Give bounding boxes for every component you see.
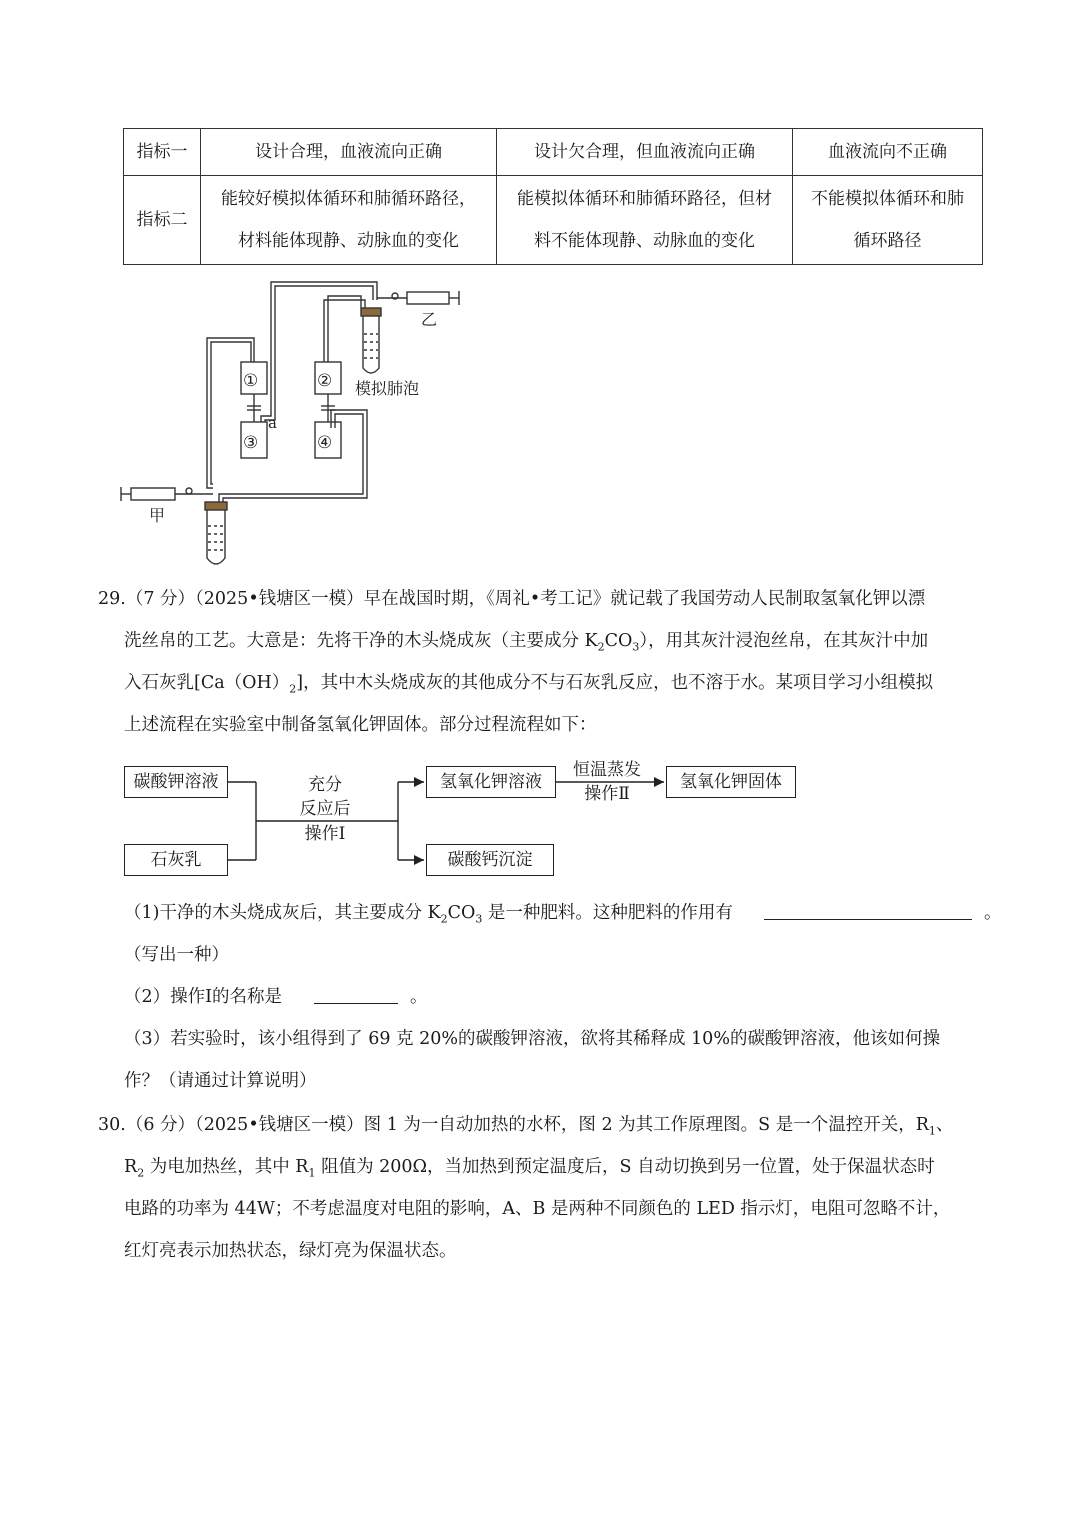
- text-span: 阻值为 200Ω，当加热到预定温度后，S 自动切换到另一位置，处于保温状态时: [315, 1157, 935, 1177]
- q29-sub1-note: （写出一种）: [124, 945, 229, 965]
- text-span: CO: [447, 903, 476, 923]
- q29-sub2: （2）操作Ⅰ的名称是: [124, 987, 283, 1007]
- syringe-yi-label: 乙: [421, 310, 438, 329]
- text-span: 入石灰乳[Ca（OH）: [124, 673, 290, 693]
- subscript: 2: [137, 1166, 145, 1180]
- lung-label: 模拟肺泡: [355, 379, 420, 398]
- subscript: 1: [308, 1166, 316, 1180]
- cell-line: 料不能体现静、动脉血的变化: [534, 231, 755, 251]
- text-span: 30.（6 分）（2025•钱塘区一模）图 1 为一自动加热的水杯，图 2 为其工作原理图。S 是一个温控开关，R: [98, 1115, 929, 1135]
- subscript: 3: [632, 640, 640, 654]
- chamber-1-label: ①: [243, 371, 259, 391]
- chamber-4-label: ④: [317, 433, 333, 453]
- q29-line4: 上述流程在实验室中制备氢氧化钾固体。部分过程流程如下：: [124, 715, 597, 735]
- chamber-3-label: ③: [243, 433, 259, 453]
- subscript: 2: [597, 640, 605, 654]
- cell-line: 材料能体现静、动脉血的变化: [238, 231, 459, 251]
- table-cell: 血液流向不正确: [793, 129, 983, 176]
- sub2-period: 。: [410, 987, 428, 1007]
- subscript: 2: [440, 912, 448, 926]
- text-span: ]，其中木头烧成灰的其他成分不与石灰乳反应，也不溶于水。某项目学习小组模拟: [296, 673, 934, 693]
- flow-label-fully: 充分: [308, 775, 342, 795]
- arrow-head: [654, 777, 664, 787]
- text-span: R: [124, 1157, 138, 1177]
- flow-box-potassium-carbonate: 碳酸钾溶液: [124, 766, 228, 798]
- flow-box-koh-solution: 氢氧化钾溶液: [426, 766, 556, 798]
- row-label: 指标一: [124, 129, 201, 176]
- subscript: 1: [928, 1124, 936, 1138]
- valve-a-label: a: [268, 414, 277, 432]
- flow-label-operation-1: 操作Ⅰ: [304, 824, 346, 844]
- cell-line: 不能模拟体循环和肺: [811, 189, 964, 209]
- answer-blank-1[interactable]: [764, 918, 972, 920]
- syringe-jia-label: 甲: [149, 506, 166, 525]
- text-span: 洗丝帛的工艺。大意是：先将干净的木头烧成灰（主要成分 K: [124, 631, 598, 651]
- table-cell: 设计欠合理，但血液流向正确: [497, 129, 793, 176]
- flow-label-evaporation: 恒温蒸发: [573, 760, 641, 780]
- flow-box-lime-milk: 石灰乳: [124, 844, 228, 876]
- q29-line1: 29.（7 分）（2025•钱塘区一模）早在战国时期，《周礼•考工记》就记载了我国劳动人民制取氢氧化钾以漂: [98, 589, 926, 609]
- cell-line: 循环路径: [853, 231, 922, 251]
- table-cell: 设计合理，血液流向正确: [201, 129, 497, 176]
- sub1-period: 。: [984, 903, 1002, 923]
- q29-sub3-line1: （3）若实验时，该小组得到了 69 克 20%的碳酸钾溶液，欲将其稀释成 10%的碳酸钾溶液，他该如何操: [124, 1029, 940, 1049]
- cell-line: 能较好模拟体循环和肺循环路径，: [221, 189, 476, 209]
- chamber-2-label: ②: [317, 371, 333, 391]
- subscript: 2: [289, 682, 297, 696]
- q29-sub3-line2: 作？（请通过计算说明）: [124, 1071, 317, 1091]
- text-span: ），用其灰汁浸泡丝帛，在其灰汁中加: [639, 631, 929, 651]
- text-span: 、: [935, 1115, 954, 1135]
- flow-box-koh-solid: 氢氧化钾固体: [666, 766, 796, 798]
- flow-label-operation-2: 操作Ⅱ: [584, 784, 630, 804]
- flow-box-caco3: 碳酸钙沉淀: [426, 844, 554, 876]
- text-span: CO: [604, 631, 633, 651]
- text-span: 为电加热丝，其中 R: [144, 1157, 309, 1177]
- text-span: 是一种肥料。这种肥料的作用有: [482, 903, 733, 923]
- arrow-head: [414, 777, 424, 787]
- q30-line4: 红灯亮表示加热状态，绿灯亮为保温状态。: [124, 1241, 457, 1261]
- answer-blank-2[interactable]: [314, 1002, 398, 1004]
- row-label: 指标二: [124, 176, 201, 265]
- q30-line3: 电路的功率为 44W；不考虑温度对电阻的影响，A、B 是两种不同颜色的 LED 指示灯，电阻可忽略不计，: [124, 1199, 951, 1219]
- arrow-head: [414, 855, 424, 865]
- subscript: 3: [475, 912, 483, 926]
- flow-label-after-reaction: 反应后: [299, 799, 351, 819]
- text-span: （1)干净的木头烧成灰后，其主要成分 K: [124, 903, 441, 923]
- cell-line: 能模拟体循环和肺循环路径，但材: [517, 189, 772, 209]
